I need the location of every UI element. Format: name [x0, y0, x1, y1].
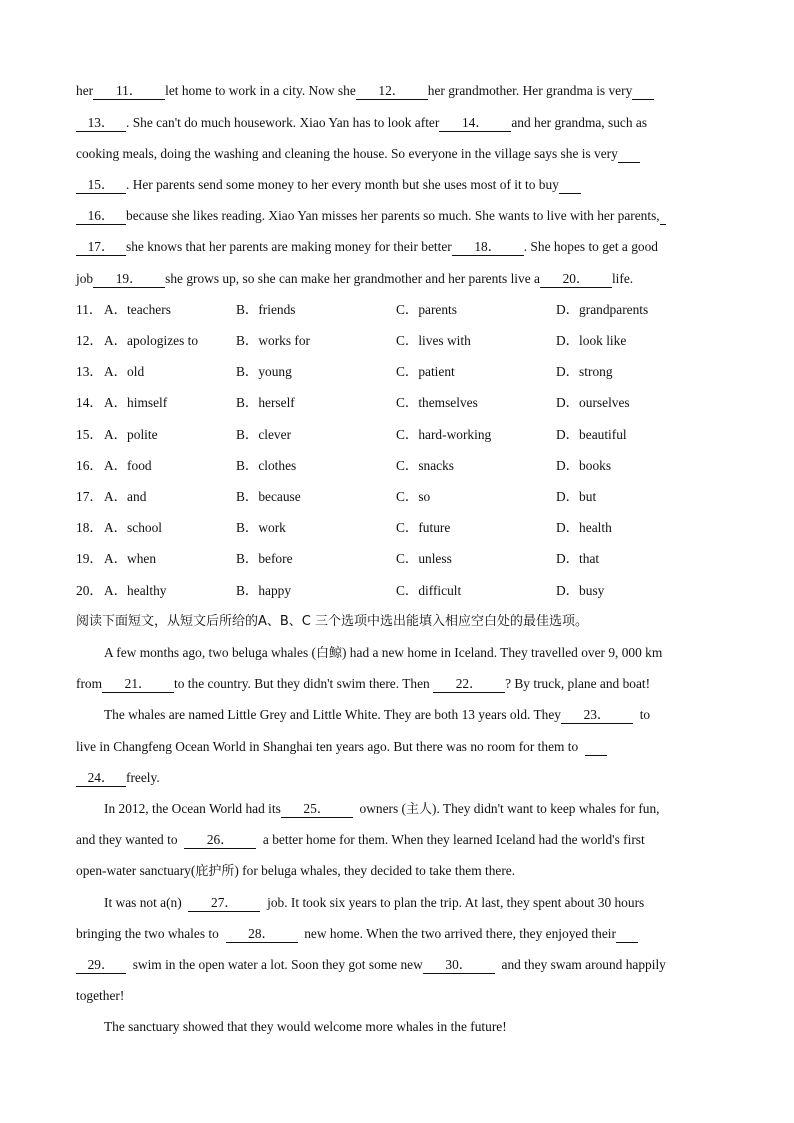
- passage1-line-1: [76, 81, 654, 101]
- chinese-gloss: 主人: [406, 802, 433, 817]
- text: . She can't do much housework. Xiao Yan has to look after: [126, 115, 440, 130]
- text: life.: [611, 271, 634, 286]
- blank-15[interactable]: 15．: [76, 177, 126, 194]
- blank-29[interactable]: 29．: [76, 957, 126, 974]
- option-b[interactable]: B．happy: [236, 583, 292, 598]
- text: new home. When the two arrived there, they enjoyed their: [304, 926, 616, 941]
- option-d[interactable]: D．ourselves: [556, 395, 630, 410]
- passage1-line-6: [76, 237, 658, 257]
- text: to: [639, 707, 651, 722]
- blank-12[interactable]: 12．: [356, 83, 428, 100]
- passage2-line-4: [76, 737, 607, 757]
- blank-22[interactable]: 22．: [433, 676, 505, 693]
- option-c[interactable]: C．difficult: [396, 583, 462, 598]
- text: It was not a(n): [104, 895, 182, 910]
- passage2-line-5: [76, 768, 160, 788]
- text: live in Changfeng Ocean World in Shanghai ten years ago. But there was no room for them to: [76, 739, 579, 754]
- option-c[interactable]: C．lives with: [396, 333, 471, 348]
- question-number: 12．: [76, 333, 103, 348]
- option-d[interactable]: D．busy: [556, 583, 605, 598]
- text: let home to work in a city. Now she: [165, 83, 356, 98]
- text: she knows that her parents are making money for their better: [126, 239, 452, 254]
- blank-17-start: [660, 208, 666, 225]
- passage1-line-7: [76, 269, 633, 289]
- question-number: 19．: [76, 551, 103, 566]
- option-c[interactable]: C．hard-working: [396, 427, 492, 442]
- option-a[interactable]: A．teachers: [104, 302, 171, 317]
- blank-19[interactable]: 19．: [93, 271, 165, 288]
- blank-15-start: [618, 146, 640, 163]
- option-d[interactable]: D．look like: [556, 333, 627, 348]
- question-number: 16．: [76, 458, 103, 473]
- option-b[interactable]: B．works for: [236, 333, 311, 348]
- text: open-water sanctuary(: [76, 863, 196, 878]
- option-b[interactable]: B．clothes: [236, 458, 297, 473]
- passage2-line-11: [76, 955, 666, 975]
- option-a[interactable]: A．and: [104, 489, 147, 504]
- option-c[interactable]: C．patient: [396, 364, 455, 379]
- blank-16-start: [559, 177, 581, 194]
- blank-14[interactable]: 14．: [439, 115, 511, 132]
- passage2-line-3: [104, 705, 650, 725]
- text: . She hopes to get a good: [523, 239, 658, 254]
- text: cooking meals, doing the washing and cleaning the house. So everyone in the village says she is very: [76, 146, 618, 161]
- option-c[interactable]: C．themselves: [396, 395, 478, 410]
- passage2-line-13: The sanctuary showed that they would welcome more whales in the future!: [104, 1019, 507, 1034]
- blank-24-start: [585, 739, 607, 756]
- blank-26[interactable]: 26．: [184, 832, 256, 849]
- blank-11[interactable]: 11．: [93, 83, 165, 100]
- option-d[interactable]: D．beautiful: [556, 427, 627, 442]
- text: and they swam around happily: [501, 957, 666, 972]
- option-c[interactable]: C．so: [396, 489, 431, 504]
- passage2-line-10: [76, 924, 638, 944]
- passage1-line-4: [76, 175, 581, 195]
- option-a[interactable]: A．food: [104, 458, 152, 473]
- text: and her grandma, such as: [511, 115, 648, 130]
- option-b[interactable]: B．before: [236, 551, 293, 566]
- passage2-line-12: together!: [76, 988, 125, 1003]
- option-b[interactable]: B．clever: [236, 427, 292, 442]
- passage2-line-9: [104, 893, 644, 913]
- option-c[interactable]: C．snacks: [396, 458, 455, 473]
- passage1-line-5: [76, 206, 666, 226]
- blank-20[interactable]: 20．: [540, 271, 612, 288]
- option-d[interactable]: D．but: [556, 489, 597, 504]
- option-a[interactable]: A．polite: [104, 427, 158, 442]
- passage1-line-3: [76, 144, 640, 164]
- passage2-line-8: [76, 861, 515, 882]
- text: her grandmother. Her grandma is very: [427, 83, 633, 98]
- option-d[interactable]: D．health: [556, 520, 612, 535]
- blank-13-start: [632, 83, 654, 100]
- option-d[interactable]: D．strong: [556, 364, 613, 379]
- blank-17[interactable]: 17．: [76, 239, 126, 256]
- question-number: 14．: [76, 395, 103, 410]
- question-number: 17．: [76, 489, 103, 504]
- option-a[interactable]: A．when: [104, 551, 157, 566]
- text: her: [76, 83, 94, 98]
- section-instruction: 阅读下面短文，从短文后所给的A、B、C 三个选项中选出能填入相应空白处的最佳选项。: [76, 614, 589, 629]
- option-b[interactable]: B．friends: [236, 302, 296, 317]
- text: job: [76, 271, 94, 286]
- option-a[interactable]: A．healthy: [104, 583, 167, 598]
- text: The whales are named Little Grey and Little White. They are both 13 years old. They: [104, 707, 561, 722]
- text: ? By truck, plane and boat!: [505, 676, 651, 691]
- text: swim in the open water a lot. Soon they got some new: [132, 957, 423, 972]
- text: to the country. But they didn't swim there. Then: [174, 676, 430, 691]
- option-d[interactable]: D．books: [556, 458, 612, 473]
- text: bringing the two whales to: [76, 926, 219, 941]
- text: and they wanted to: [76, 832, 178, 847]
- text: ) had a new home in Iceland. They travelled over 9, 000 km: [342, 645, 663, 660]
- blank-16[interactable]: 16．: [76, 208, 126, 225]
- question-number: 20．: [76, 583, 103, 598]
- chinese-gloss: 庇护所: [195, 864, 235, 879]
- passage2-line-6: [104, 799, 660, 820]
- passage2-line-1: [104, 643, 662, 664]
- text: job. It took six years to plan the trip. At last, they spent about 30 hours: [267, 895, 645, 910]
- question-number: 11．: [76, 302, 103, 317]
- chinese-gloss: 白鲸: [315, 646, 342, 661]
- blank-30[interactable]: 30．: [423, 957, 495, 974]
- passage2-line-2: [76, 674, 650, 694]
- option-b[interactable]: B．because: [236, 489, 301, 504]
- blank-18[interactable]: 18．: [452, 239, 524, 256]
- option-b[interactable]: B．young: [236, 364, 292, 379]
- option-b[interactable]: B．herself: [236, 395, 295, 410]
- option-d[interactable]: D．that: [556, 551, 600, 566]
- passage2-line-7: [76, 830, 645, 850]
- text: ). They didn't want to keep whales for fun,: [432, 801, 660, 816]
- option-a[interactable]: A．school: [104, 520, 163, 535]
- text: a better home for them. When they learned Iceland had the world's first: [262, 832, 645, 847]
- option-b[interactable]: B．work: [236, 520, 286, 535]
- blank-21[interactable]: 21．: [102, 676, 174, 693]
- text: because she likes reading. Xiao Yan misses her parents so much. She wants to live with her parents,: [126, 208, 660, 223]
- blank-13[interactable]: 13．: [76, 115, 126, 132]
- option-c[interactable]: C．unless: [396, 551, 452, 566]
- blank-23[interactable]: 23．: [561, 707, 633, 724]
- option-a[interactable]: A．apologizes to: [104, 333, 199, 348]
- question-number: 18．: [76, 520, 103, 535]
- text: from: [76, 676, 103, 691]
- blank-27[interactable]: 27．: [188, 895, 260, 912]
- text: In 2012, the Ocean World had its: [104, 801, 281, 816]
- text: owners (: [359, 801, 406, 816]
- question-number: 13．: [76, 364, 103, 379]
- option-a[interactable]: A．old: [104, 364, 145, 379]
- option-a[interactable]: A．himself: [104, 395, 168, 410]
- blank-28[interactable]: 28．: [226, 926, 298, 943]
- text: . Her parents send some money to her every month but she uses most of it to buy: [126, 177, 559, 192]
- blank-29-start: [616, 926, 638, 943]
- option-c[interactable]: C．future: [396, 520, 451, 535]
- text: A few months ago, two beluga whales (: [104, 645, 316, 660]
- text: freely.: [126, 770, 160, 785]
- text: ) for beluga whales, they decided to take them there.: [234, 863, 516, 878]
- option-c[interactable]: C．parents: [396, 302, 457, 317]
- blank-24[interactable]: 24．: [76, 770, 126, 787]
- question-number: 15．: [76, 427, 103, 442]
- option-d[interactable]: D．grandparents: [556, 302, 649, 317]
- text: she grows up, so she can make her grandmother and her parents live a: [165, 271, 540, 286]
- passage1-line-2: [76, 113, 647, 133]
- blank-25[interactable]: 25．: [281, 801, 353, 818]
